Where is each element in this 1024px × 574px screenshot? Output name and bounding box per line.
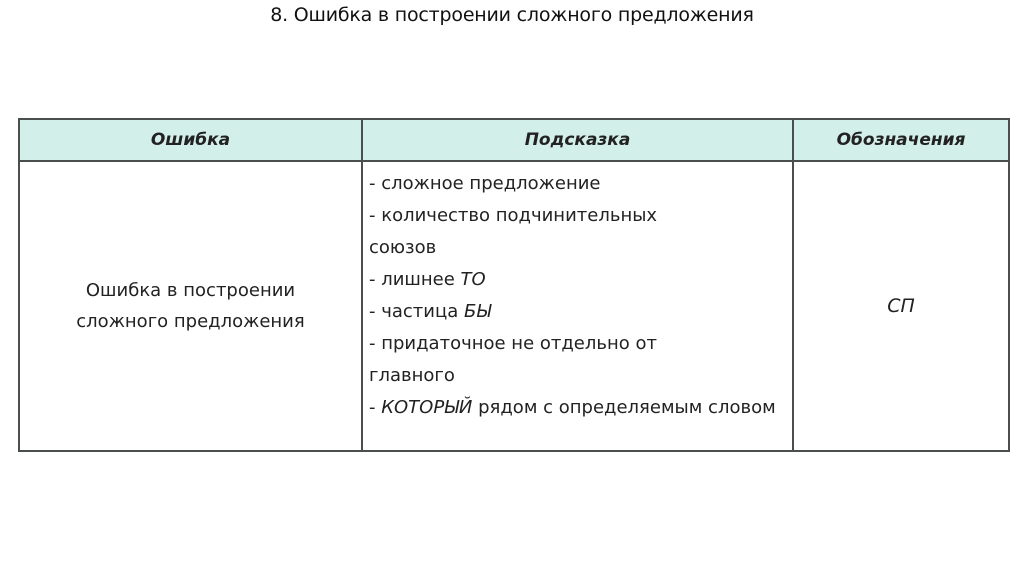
column-header-code: Обозначения	[793, 119, 1009, 161]
error-text: Ошибка в построении сложного предложения	[76, 280, 305, 332]
slide-title: 8. Ошибка в построении сложного предложения	[270, 4, 754, 26]
table-row	[19, 161, 1009, 451]
hint-item: - лишнее ТО	[369, 269, 486, 290]
error-cell	[19, 161, 362, 451]
column-header-hint: Подсказка	[362, 119, 793, 161]
hint-item: - количество подчинительных союзов	[369, 205, 658, 258]
table-header	[19, 119, 1009, 161]
hint-item: - КОТОРЫЙ рядом с определяемым словом	[369, 397, 776, 418]
header-row	[19, 119, 1009, 161]
error-table	[18, 118, 1010, 452]
hint-item: - сложное предложение	[369, 173, 601, 194]
hint-cell	[362, 161, 793, 451]
code-cell: СП	[793, 161, 1009, 451]
hint-item: - частица БЫ	[369, 301, 492, 322]
hint-item: - придаточное не отдельно от главного	[369, 333, 657, 386]
column-header-error: Ошибка	[19, 119, 362, 161]
